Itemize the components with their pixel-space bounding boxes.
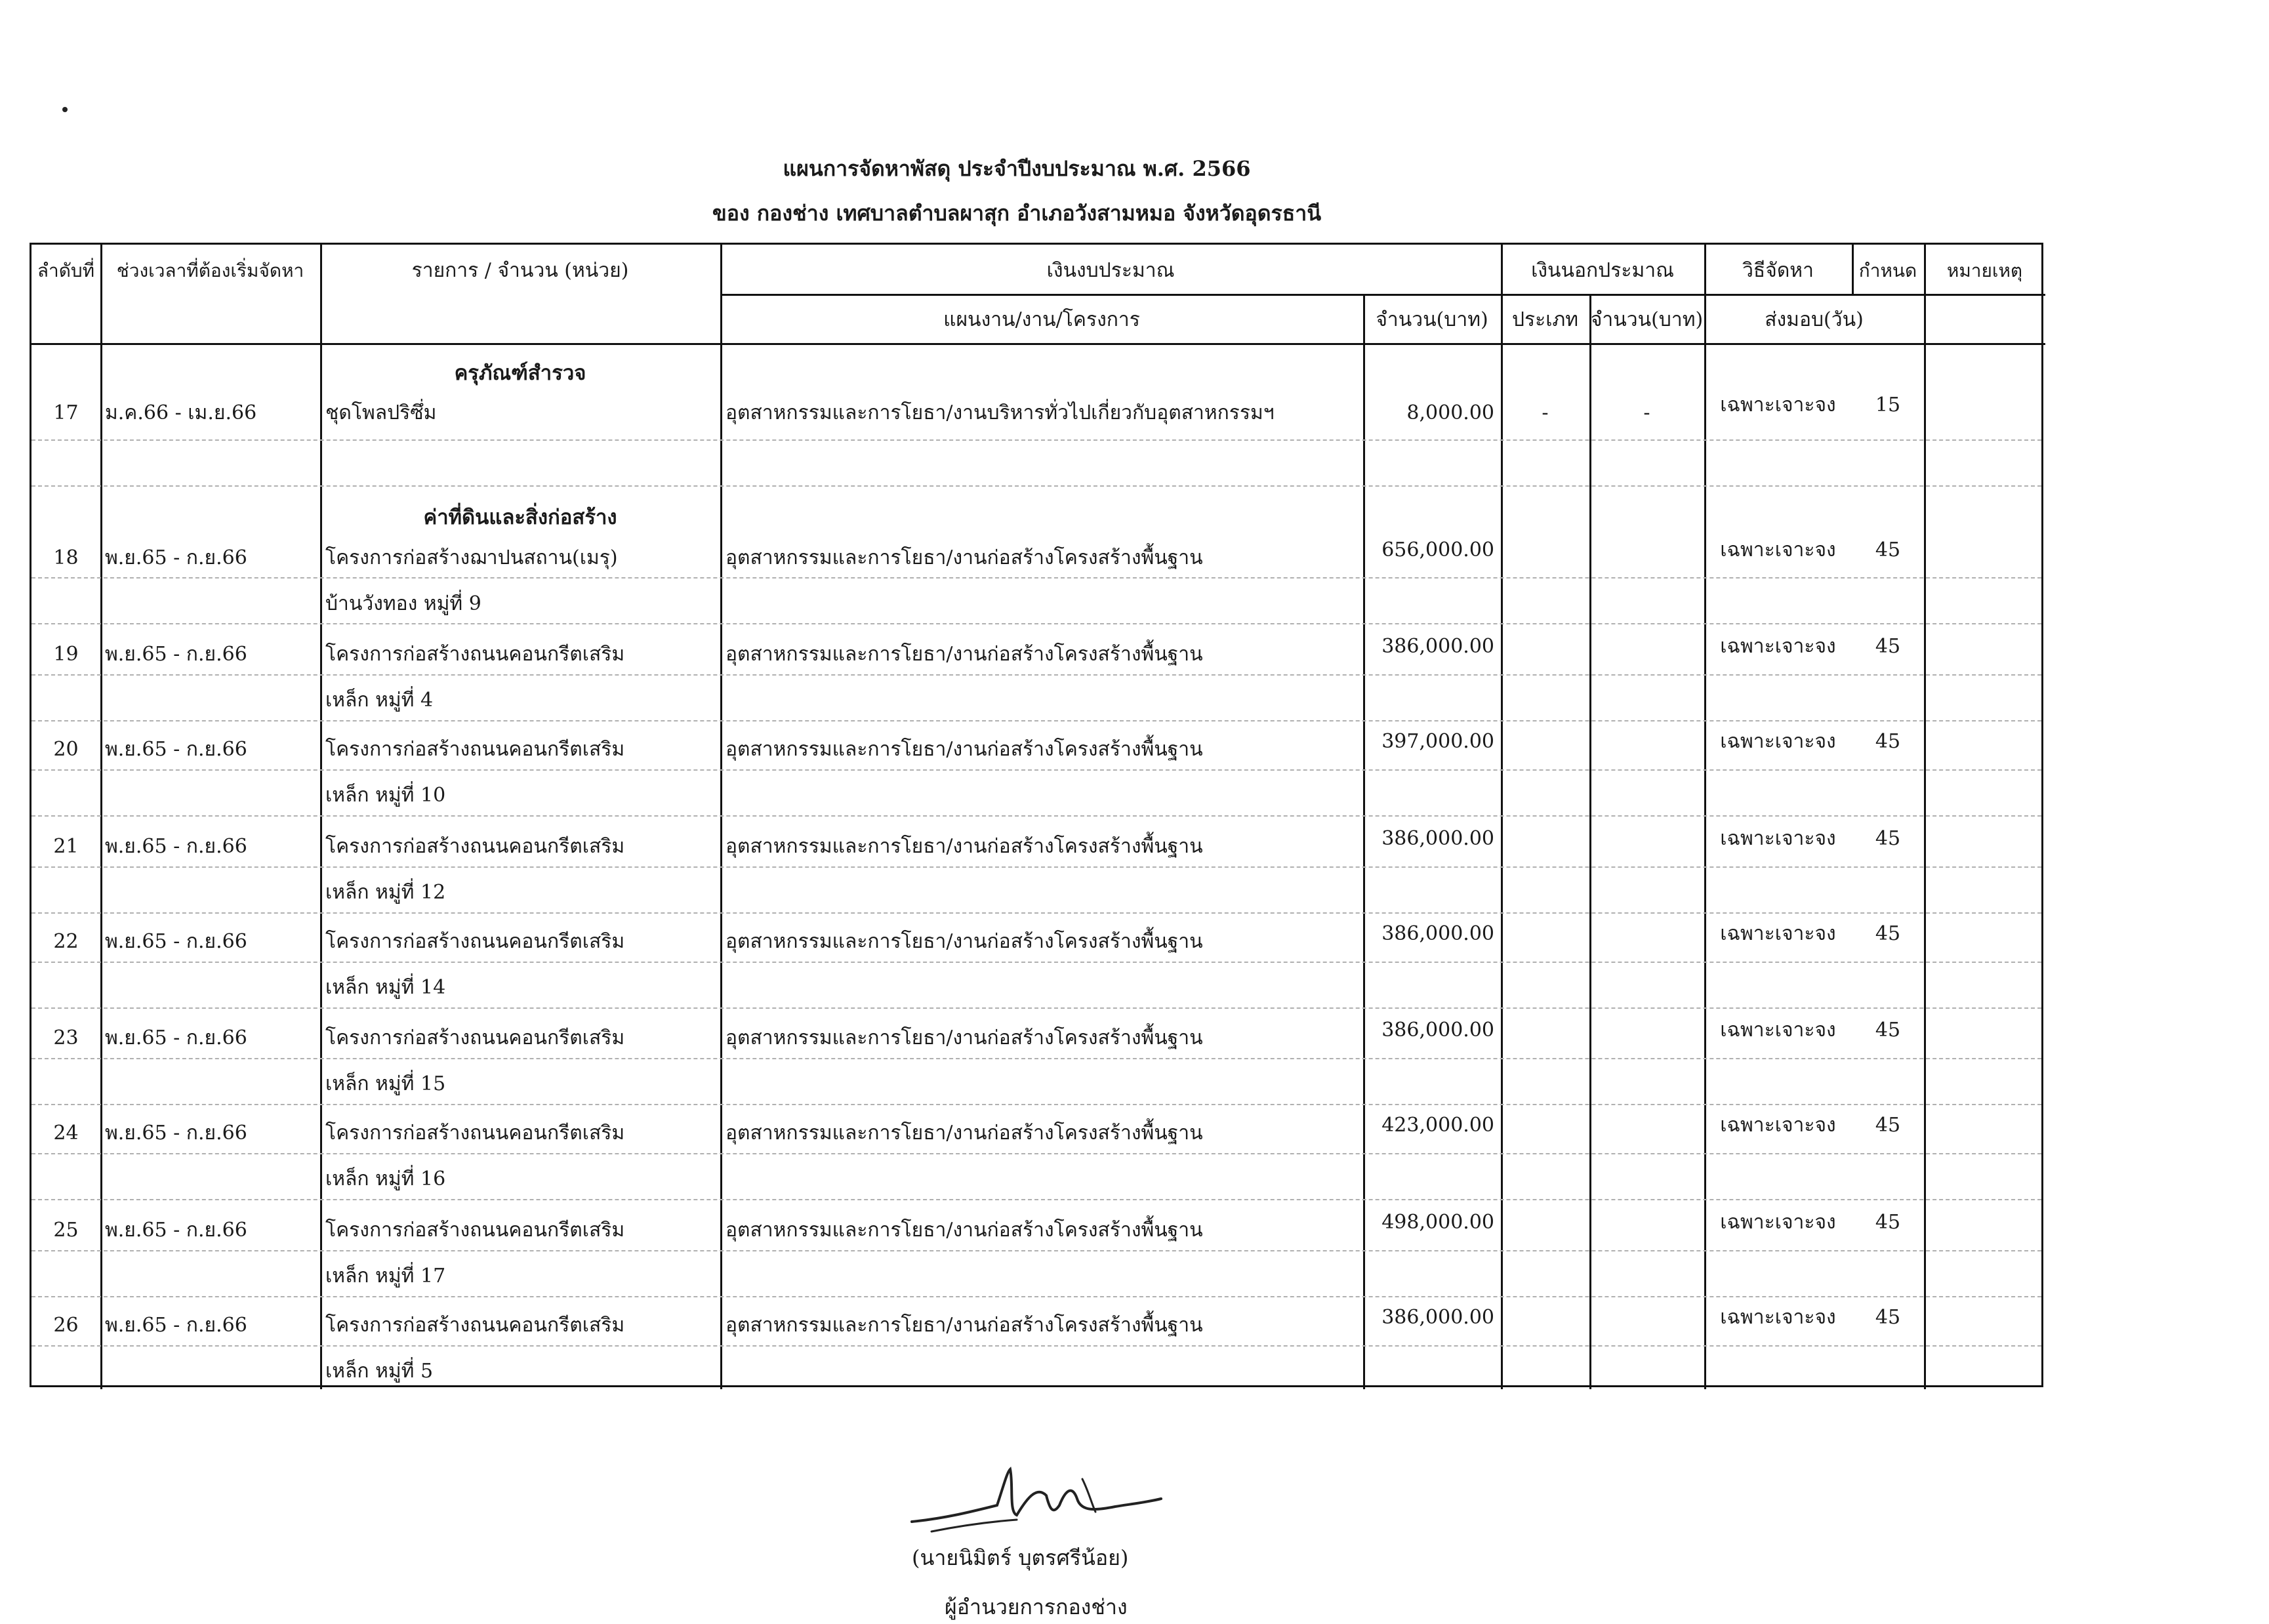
row-23-days: 45 [1875, 1019, 1901, 1042]
row-guide [31, 815, 2041, 817]
row-26-item-cont: เหล็ก หมู่ที่ 5 [325, 1360, 434, 1383]
row-19-item-cont: เหล็ก หมู่ที่ 4 [325, 689, 434, 712]
row-25-no: 25 [53, 1219, 79, 1242]
row-23-period: พ.ย.65 - ก.ย.66 [105, 1026, 247, 1049]
row-23-item: โครงการก่อสร้างถนนคอนกรีตเสริม [325, 1026, 625, 1049]
row-22-no: 22 [53, 930, 79, 953]
row-18-no: 18 [53, 546, 79, 569]
row-25-plan: อุตสาหกรรมและการโยธา/งานก่อสร้างโครงสร้างพื้นฐาน [726, 1219, 1203, 1242]
row-17-days: 15 [1875, 394, 1901, 416]
row-20-no: 20 [53, 738, 79, 761]
signature-scribble [905, 1459, 1168, 1551]
header-deadline: กำหนด [1858, 260, 1917, 281]
header-no: ลำดับที่ [37, 260, 95, 281]
row-18-item-cont: บ้านวังทอง หมู่ที่ 9 [325, 592, 481, 615]
row-guide [31, 1007, 2041, 1009]
row-24-period: พ.ย.65 - ก.ย.66 [105, 1122, 247, 1145]
row-19-plan: อุตสาหกรรมและการโยธา/งานก่อสร้างโครงสร้างพื้นฐาน [726, 643, 1203, 666]
row-19-amount: 386,000.00 [1381, 635, 1494, 658]
row-21-item: โครงการก่อสร้างถนนคอนกรีตเสริม [325, 835, 625, 858]
row-24-method: เฉพาะเจาะจง [1720, 1114, 1836, 1137]
row-26-no: 26 [53, 1314, 79, 1337]
row-26-days: 45 [1875, 1306, 1901, 1329]
row-25-method: เฉพาะเจาะจง [1720, 1211, 1836, 1234]
section-land: ค่าที่ดินและสิ่งก่อสร้าง [423, 506, 617, 529]
row-17-period: ม.ค.66 - เม.ย.66 [105, 401, 257, 424]
row-18-method: เฉพาะเจาะจง [1720, 538, 1836, 561]
row-guide [31, 1153, 2041, 1154]
row-guide [31, 1296, 2041, 1297]
col-line [1589, 294, 1591, 1389]
row-22-period: พ.ย.65 - ก.ย.66 [105, 930, 247, 953]
document-title: แผนการจัดหาพัสดุ ประจำปีงบประมาณ พ.ศ. 2566 [783, 156, 1251, 181]
row-17-amount: 8,000.00 [1406, 401, 1494, 424]
header-amount: จำนวน(บาท) [1376, 308, 1488, 331]
row-18-plan: อุตสาหกรรมและการโยธา/งานก่อสร้างโครงสร้างพื้นฐาน [726, 546, 1203, 569]
row-22-amount: 386,000.00 [1381, 922, 1494, 945]
row-17-method: เฉพาะเจาะจง [1720, 394, 1836, 416]
row-20-period: พ.ย.65 - ก.ย.66 [105, 738, 247, 761]
row-17-no: 17 [53, 401, 79, 424]
row-19-item: โครงการก่อสร้างถนนคอนกรีตเสริม [325, 643, 625, 666]
row-guide [31, 1058, 2041, 1059]
row-24-days: 45 [1875, 1114, 1901, 1137]
scan-speck [62, 107, 68, 112]
header-period: ช่วงเวลาที่ต้องเริ่มจัดหา [116, 260, 304, 281]
col-line [720, 245, 722, 1389]
row-26-amount: 386,000.00 [1381, 1306, 1494, 1329]
row-19-method: เฉพาะเจาะจง [1720, 635, 1836, 658]
row-guide [31, 1250, 2041, 1251]
row-guide [31, 769, 2041, 771]
row-17-off-amount: - [1643, 401, 1650, 424]
row-17-type: - [1542, 401, 1549, 424]
row-guide [31, 962, 2041, 963]
row-24-no: 24 [53, 1122, 79, 1145]
row-18-period: พ.ย.65 - ก.ย.66 [105, 546, 247, 569]
row-20-plan: อุตสาหกรรมและการโยธา/งานก่อสร้างโครงสร้างพื้นฐาน [726, 738, 1203, 761]
row-21-no: 21 [53, 835, 79, 858]
header-divider [720, 294, 2045, 296]
row-guide [31, 1104, 2041, 1105]
row-17-item: ชุดโพลปริซึ่ม [325, 401, 437, 424]
header-type: ประเภท [1511, 308, 1579, 331]
row-guide [31, 1199, 2041, 1200]
row-22-item: โครงการก่อสร้างถนนคอนกรีตเสริม [325, 930, 625, 953]
row-20-method: เฉพาะเจาะจง [1720, 730, 1836, 753]
header-plan: แผนงาน/งาน/โครงการ [943, 308, 1140, 331]
row-25-item-cont: เหล็ก หมู่ที่ 17 [325, 1265, 446, 1288]
row-21-plan: อุตสาหกรรมและการโยธา/งานก่อสร้างโครงสร้างพื้นฐาน [726, 835, 1203, 858]
header-off-amount: จำนวน(บาท) [1590, 308, 1704, 331]
row-26-item: โครงการก่อสร้างถนนคอนกรีตเสริม [325, 1314, 625, 1337]
row-22-method: เฉพาะเจาะจง [1720, 922, 1836, 945]
row-17-plan: อุตสาหกรรมและการโยธา/งานบริหารทั่วไปเกี่ยวกับอุตสาหกรรมฯ [726, 401, 1275, 424]
signer-name: (นายนิมิตร์ บุตรศรีน้อย) [912, 1545, 1129, 1570]
row-18-days: 45 [1875, 538, 1901, 561]
row-24-amount: 423,000.00 [1381, 1114, 1494, 1137]
row-23-method: เฉพาะเจาะจง [1720, 1019, 1836, 1042]
row-25-period: พ.ย.65 - ก.ย.66 [105, 1219, 247, 1242]
header-item: รายการ / จำนวน (หน่วย) [411, 259, 629, 282]
section-equipment: ครุภัณฑ์สำรวจ [454, 361, 586, 385]
col-line [1924, 245, 1926, 1389]
row-guide [31, 485, 2041, 487]
row-guide [31, 866, 2041, 868]
col-line [100, 245, 102, 1389]
row-20-amount: 397,000.00 [1381, 730, 1494, 753]
row-23-no: 23 [53, 1026, 79, 1049]
row-23-amount: 386,000.00 [1381, 1019, 1494, 1042]
row-20-days: 45 [1875, 730, 1901, 753]
row-26-plan: อุตสาหกรรมและการโยธา/งานก่อสร้างโครงสร้างพื้นฐาน [726, 1314, 1203, 1337]
row-19-days: 45 [1875, 635, 1901, 658]
row-21-amount: 386,000.00 [1381, 827, 1494, 850]
row-26-period: พ.ย.65 - ก.ย.66 [105, 1314, 247, 1337]
row-guide [31, 577, 2041, 579]
row-18-amount: 656,000.00 [1381, 538, 1494, 561]
row-21-days: 45 [1875, 827, 1901, 850]
row-guide [31, 720, 2041, 721]
document-subtitle: ของ กองช่าง เทศบาลตำบลผาสุก อำเภอวังสามหมอ จังหวัดอุดรธานี [712, 201, 1322, 226]
col-line [320, 245, 322, 1389]
row-25-item: โครงการก่อสร้างถนนคอนกรีตเสริม [325, 1219, 625, 1242]
header-budget: เงินงบประมาณ [1046, 259, 1175, 282]
signer-position: ผู้อำนวยการกองช่าง [945, 1594, 1128, 1619]
row-18-item: โครงการก่อสร้างฌาปนสถาน(เมรุ) [325, 546, 618, 569]
row-24-item: โครงการก่อสร้างถนนคอนกรีตเสริม [325, 1122, 625, 1145]
row-21-method: เฉพาะเจาะจง [1720, 827, 1836, 850]
row-26-method: เฉพาะเจาะจง [1720, 1306, 1836, 1329]
row-25-days: 45 [1875, 1211, 1901, 1234]
row-guide [31, 912, 2041, 914]
row-20-item: โครงการก่อสร้างถนนคอนกรีตเสริม [325, 738, 625, 761]
row-23-item-cont: เหล็ก หมู่ที่ 15 [325, 1072, 446, 1095]
row-22-item-cont: เหล็ก หมู่ที่ 14 [325, 976, 446, 999]
row-19-period: พ.ย.65 - ก.ย.66 [105, 643, 247, 666]
row-24-item-cont: เหล็ก หมู่ที่ 16 [325, 1167, 446, 1190]
row-20-item-cont: เหล็ก หมู่ที่ 10 [325, 784, 446, 807]
row-22-plan: อุตสาหกรรมและการโยธา/งานก่อสร้างโครงสร้างพื้นฐาน [726, 930, 1203, 953]
row-19-no: 19 [53, 643, 79, 666]
row-21-item-cont: เหล็ก หมู่ที่ 12 [325, 881, 446, 904]
row-21-period: พ.ย.65 - ก.ย.66 [105, 835, 247, 858]
row-guide [31, 623, 2041, 624]
header-offbudget: เงินนอกประมาณ [1531, 259, 1674, 282]
row-23-plan: อุตสาหกรรมและการโยธา/งานก่อสร้างโครงสร้างพื้นฐาน [726, 1026, 1203, 1049]
row-guide [31, 439, 2041, 441]
header-bottom [31, 343, 2045, 345]
header-remark: หมายเหตุ [1946, 260, 2023, 281]
row-guide [31, 1345, 2041, 1347]
header-method: วิธีจัดหา [1742, 259, 1814, 282]
row-24-plan: อุตสาหกรรมและการโยธา/งานก่อสร้างโครงสร้างพื้นฐาน [726, 1122, 1203, 1145]
row-25-amount: 498,000.00 [1381, 1211, 1494, 1234]
header-delivery: ส่งมอบ(วัน) [1765, 308, 1864, 331]
row-guide [31, 674, 2041, 676]
procurement-table [30, 243, 2043, 1387]
row-22-days: 45 [1875, 922, 1901, 945]
